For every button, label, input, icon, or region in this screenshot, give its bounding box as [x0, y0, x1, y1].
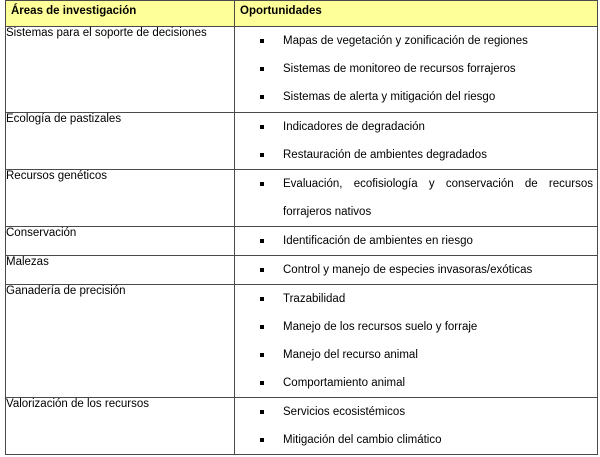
list-item: [235, 113, 597, 141]
square-bullet-icon: [260, 239, 264, 243]
table-row: [6, 285, 598, 398]
list-item: [235, 27, 597, 55]
square-bullet-icon: [260, 297, 264, 301]
opportunity-text: Comportamiento animal: [283, 377, 406, 389]
list-item: [235, 426, 597, 454]
list-item: [235, 141, 597, 169]
table-body: [6, 27, 598, 455]
table-row: [6, 256, 598, 285]
list-item: [235, 341, 597, 369]
research-area-cell: Conservación: [6, 227, 235, 256]
square-bullet-icon: [260, 182, 264, 186]
research-area-cell: Recursos genéticos: [6, 170, 235, 227]
opportunity-text: Servicios ecosistémicos: [283, 406, 406, 418]
list-item: [235, 398, 597, 426]
square-bullet-icon: [260, 153, 264, 157]
opportunities-list: [235, 113, 597, 169]
table-header-row: [6, 1, 598, 27]
opportunity-text: Evaluación, ecofisiología y conservación de recursos forrajeros nativos: [283, 178, 593, 218]
opportunity-text: Manejo de los recursos suelo y forraje: [283, 321, 478, 333]
opportunity-text: Mitigación del cambio climático: [283, 434, 442, 446]
opportunity-text: Mapas de vegetación y zonificación de regiones: [283, 35, 528, 47]
table-row: [6, 398, 598, 455]
list-item: [235, 285, 597, 313]
list-item: [235, 55, 597, 83]
opportunity-text: Trazabilidad: [283, 293, 346, 305]
square-bullet-icon: [260, 410, 264, 414]
research-area-cell: Sistemas para el soporte de decisiones: [6, 27, 235, 113]
list-item: [235, 227, 597, 255]
square-bullet-icon: [260, 125, 264, 129]
opportunities-list: [235, 227, 597, 255]
opportunities-cell: [235, 227, 598, 256]
opportunity-text: Restauración de ambientes degradados: [283, 149, 487, 161]
square-bullet-icon: [260, 39, 264, 43]
square-bullet-icon: [260, 438, 264, 442]
opportunity-text: Sistemas de alerta y mitigación del riesgo: [283, 91, 496, 103]
square-bullet-icon: [260, 325, 264, 329]
square-bullet-icon: [260, 381, 264, 385]
header-research-areas: Áreas de investigación: [6, 1, 235, 27]
square-bullet-icon: [260, 95, 264, 99]
list-item: [235, 170, 597, 226]
list-item: [235, 83, 597, 111]
list-item: [235, 313, 597, 341]
square-bullet-icon: [260, 268, 264, 272]
research-area-cell: Ecología de pastizales: [6, 113, 235, 170]
opportunity-text: Manejo del recurso animal: [283, 349, 418, 361]
opportunities-cell: [235, 285, 598, 398]
research-area-cell: Valorización de los recursos: [6, 398, 235, 455]
research-opportunities-table: [5, 0, 598, 455]
opportunities-cell: [235, 113, 598, 170]
opportunities-cell: [235, 256, 598, 285]
opportunity-text: Identificación de ambientes en riesgo: [283, 235, 473, 247]
opportunities-list: [235, 27, 597, 111]
header-opportunities: Oportunidades: [235, 1, 598, 27]
opportunities-cell: [235, 170, 598, 227]
square-bullet-icon: [260, 67, 264, 71]
opportunities-cell: [235, 398, 598, 455]
list-item: [235, 256, 597, 284]
opportunities-list: [235, 398, 597, 454]
opportunity-text: Indicadores de degradación: [283, 121, 425, 133]
opportunities-list: [235, 256, 597, 284]
opportunities-cell: [235, 27, 598, 113]
opportunity-text: Sistemas de monitoreo de recursos forrajeros: [283, 63, 516, 75]
research-area-cell: Malezas: [6, 256, 235, 285]
research-area-cell: Ganadería de precisión: [6, 285, 235, 398]
opportunities-list: [235, 285, 597, 397]
table-row: [6, 170, 598, 227]
opportunities-list: [235, 170, 597, 226]
list-item: [235, 369, 597, 397]
opportunity-text: Control y manejo de especies invasoras/exóticas: [283, 264, 533, 276]
table-row: [6, 227, 598, 256]
square-bullet-icon: [260, 353, 264, 357]
table-row: [6, 113, 598, 170]
table-row: [6, 27, 598, 113]
